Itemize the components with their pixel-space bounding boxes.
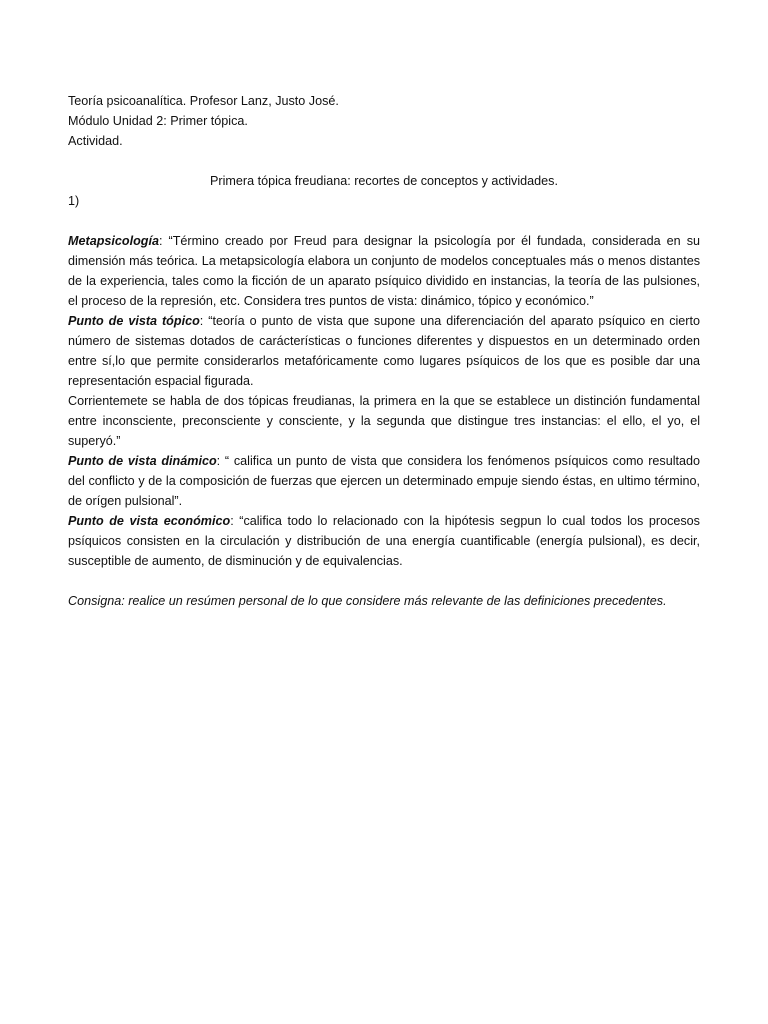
document-title: Primera tópica freudiana: recortes de conceptos y actividades.: [210, 174, 558, 188]
definition-separator: :: [230, 514, 240, 528]
definition-term: Punto de vista tópico: [68, 314, 200, 328]
definition-text: “Término creado por Freud para designar la psicología por él fundada, considerada en su dimensión más teórica. La metapsicología elabora un conjunto de modelos conceptuales más o menos distantes de la experiencia, tales como la ficción de un aparato psíquico dividido en instancias, la teoría de las pulsiones, el proceso de la represión, etc. Considera tres puntos de vista: dinámico, tópico y económico.”: [68, 234, 701, 308]
document-content: [68, 91, 700, 611]
header-course-line: Teoría psicoanalítica. Profesor Lanz, Justo José.: [68, 94, 339, 108]
spacer: [68, 211, 700, 231]
definition-separator: :: [216, 454, 225, 468]
definition-term: Punto de vista económico: [68, 514, 231, 528]
item-number: 1): [68, 194, 80, 208]
header-activity-line: Actividad.: [68, 134, 123, 148]
definition-term: Metapsicología: [68, 234, 159, 248]
definition-economico: [68, 511, 700, 571]
definition-text: “ califica un punto de vista que considera los fenómenos psíquicos como resultado del conflicto y de la composición de fuerzas que ejercen un determinado empuje siendo éstas, en ultimo término, de orígen pulsional”.: [68, 454, 701, 508]
definition-metapsicologia: [68, 231, 700, 311]
definition-term: Punto de vista dinámico: [68, 454, 217, 468]
definition-topico: [68, 311, 700, 391]
header-module-line: Módulo Unidad 2: Primer tópica.: [68, 114, 248, 128]
definition-separator: :: [158, 234, 169, 248]
definition-dinamico: [68, 451, 700, 511]
definition-topico-continuation: Corrientemete se habla de dos tópicas freudianas, la primera en la que se establece un distinción fundamental entre inconsciente, preconsciente y consciente, y la segunda que distingue tres instancias: el ello, el yo, el superyó.”: [68, 394, 700, 448]
assignment-instruction: Consigna: realice un resúmen personal de lo que considere más relevante de las definiciones precedentes.: [68, 594, 667, 608]
definition-separator: :: [199, 314, 209, 328]
definition-text: “califica todo lo relacionado con la hipótesis segpun lo cual todos los procesos psíquicos consisten en la circulación y distribución de una energía cuantificable (energía pulsional), es decir, susceptible de aumento, de disminución y de equivalencias.: [68, 514, 700, 568]
definition-text: “teoría o punto de vista que supone una diferenciación del aparato psíquico en cierto número de sistemas dotados de carácterísticas o funciones diferentes y dispuestos en un determinado orden entre sí,lo que permite considerarlos metafóricamente como lugares psíquicos de los que es posible dar una representación espacial figurada.: [68, 314, 701, 388]
